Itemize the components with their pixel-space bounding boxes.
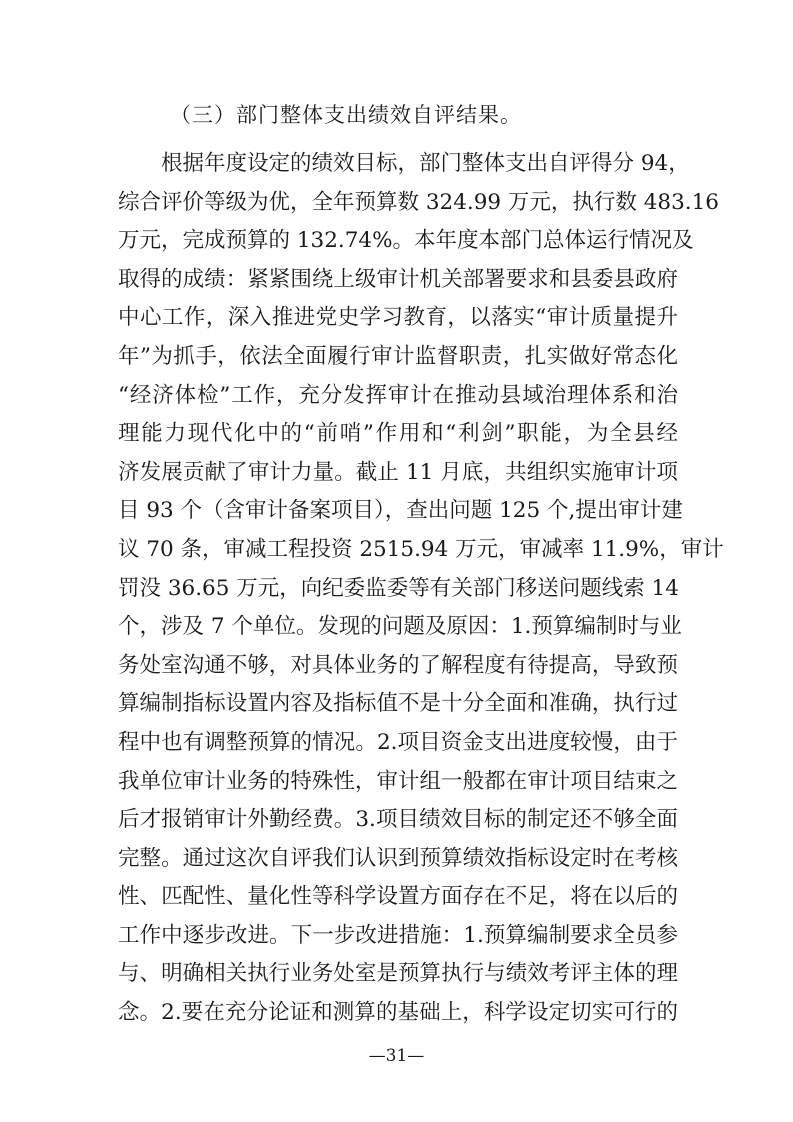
text-line: 性、匹配性、量化性等科学设置方面存在不足，将在以后的 xyxy=(118,884,678,910)
text-line: 目 93 个（含审计备案项目），查出问题 125 个,提出审计建 xyxy=(118,498,683,524)
text-line: 与、明确相关执行业务处室是预算执行与绩效考评主体的理 xyxy=(118,961,678,987)
body-paragraph xyxy=(118,145,724,1033)
text-line: 工作中逐步改进。下一步改进措施：1.预算编制要求全员参 xyxy=(118,922,678,948)
text-line: 议 70 条，审减工程投资 2515.94 万元，审减率 11.9%，审计 xyxy=(118,536,724,562)
text-line: 务处室沟通不够，对具体业务的了解程度有待提高，导致预 xyxy=(118,652,678,678)
text-line: 年”为抓手，依法全面履行审计监督职责，扎实做好常态化 xyxy=(118,343,678,369)
page-number: —31— xyxy=(368,1046,425,1066)
text-line: 理能力现代化中的“前哨”作用和“利剑”职能，为全县经 xyxy=(118,421,678,447)
text-line: 程中也有调整预算的情况。2.项目资金支出进度较慢，由于 xyxy=(118,729,678,755)
text-line: 算编制指标设置内容及指标值不是十分全面和准确，执行过 xyxy=(118,691,678,717)
text-line: 万元，完成预算的 132.74%。本年度本部门总体运行情况及 xyxy=(118,228,694,254)
text-line: 济发展贡献了审计力量。截止 11 月底，共组织实施审计项 xyxy=(118,459,678,485)
text-line: 念。2.要在充分论证和测算的基础上，科学设定切实可行的 xyxy=(118,1000,678,1026)
section-heading: （三）部门整体支出绩效自评结果。 xyxy=(170,103,522,127)
text-line: 根据年度设定的绩效目标，部门整体支出自评得分 94， xyxy=(161,151,690,176)
text-line: 综合评价等级为优，全年预算数 324.99 万元，执行数 483.16 xyxy=(118,189,719,215)
text-line: “经济体检”工作，充分发挥审计在推动县域治理体系和治 xyxy=(118,382,678,408)
text-line: 后才报销审计外勤经费。3.项目绩效目标的制定还不够全面 xyxy=(118,807,678,833)
text-line: 罚没 36.65 万元，向纪委监委等有关部门移送问题线索 14 xyxy=(118,575,679,601)
text-line: 我单位审计业务的特殊性，审计组一般都在审计项目结束之 xyxy=(118,768,678,794)
text-line: 取得的成绩：紧紧围绕上级审计机关部署要求和县委县政府 xyxy=(118,266,678,292)
text-line: 完整。通过这次自评我们认识到预算绩效指标设定时在考核 xyxy=(118,845,678,871)
text-line: 个，涉及 7 个单位。发现的问题及原因：1.预算编制时与业 xyxy=(118,614,682,640)
text-line: 中心工作，深入推进党史学习教育，以落实“审计质量提升 xyxy=(118,305,678,331)
